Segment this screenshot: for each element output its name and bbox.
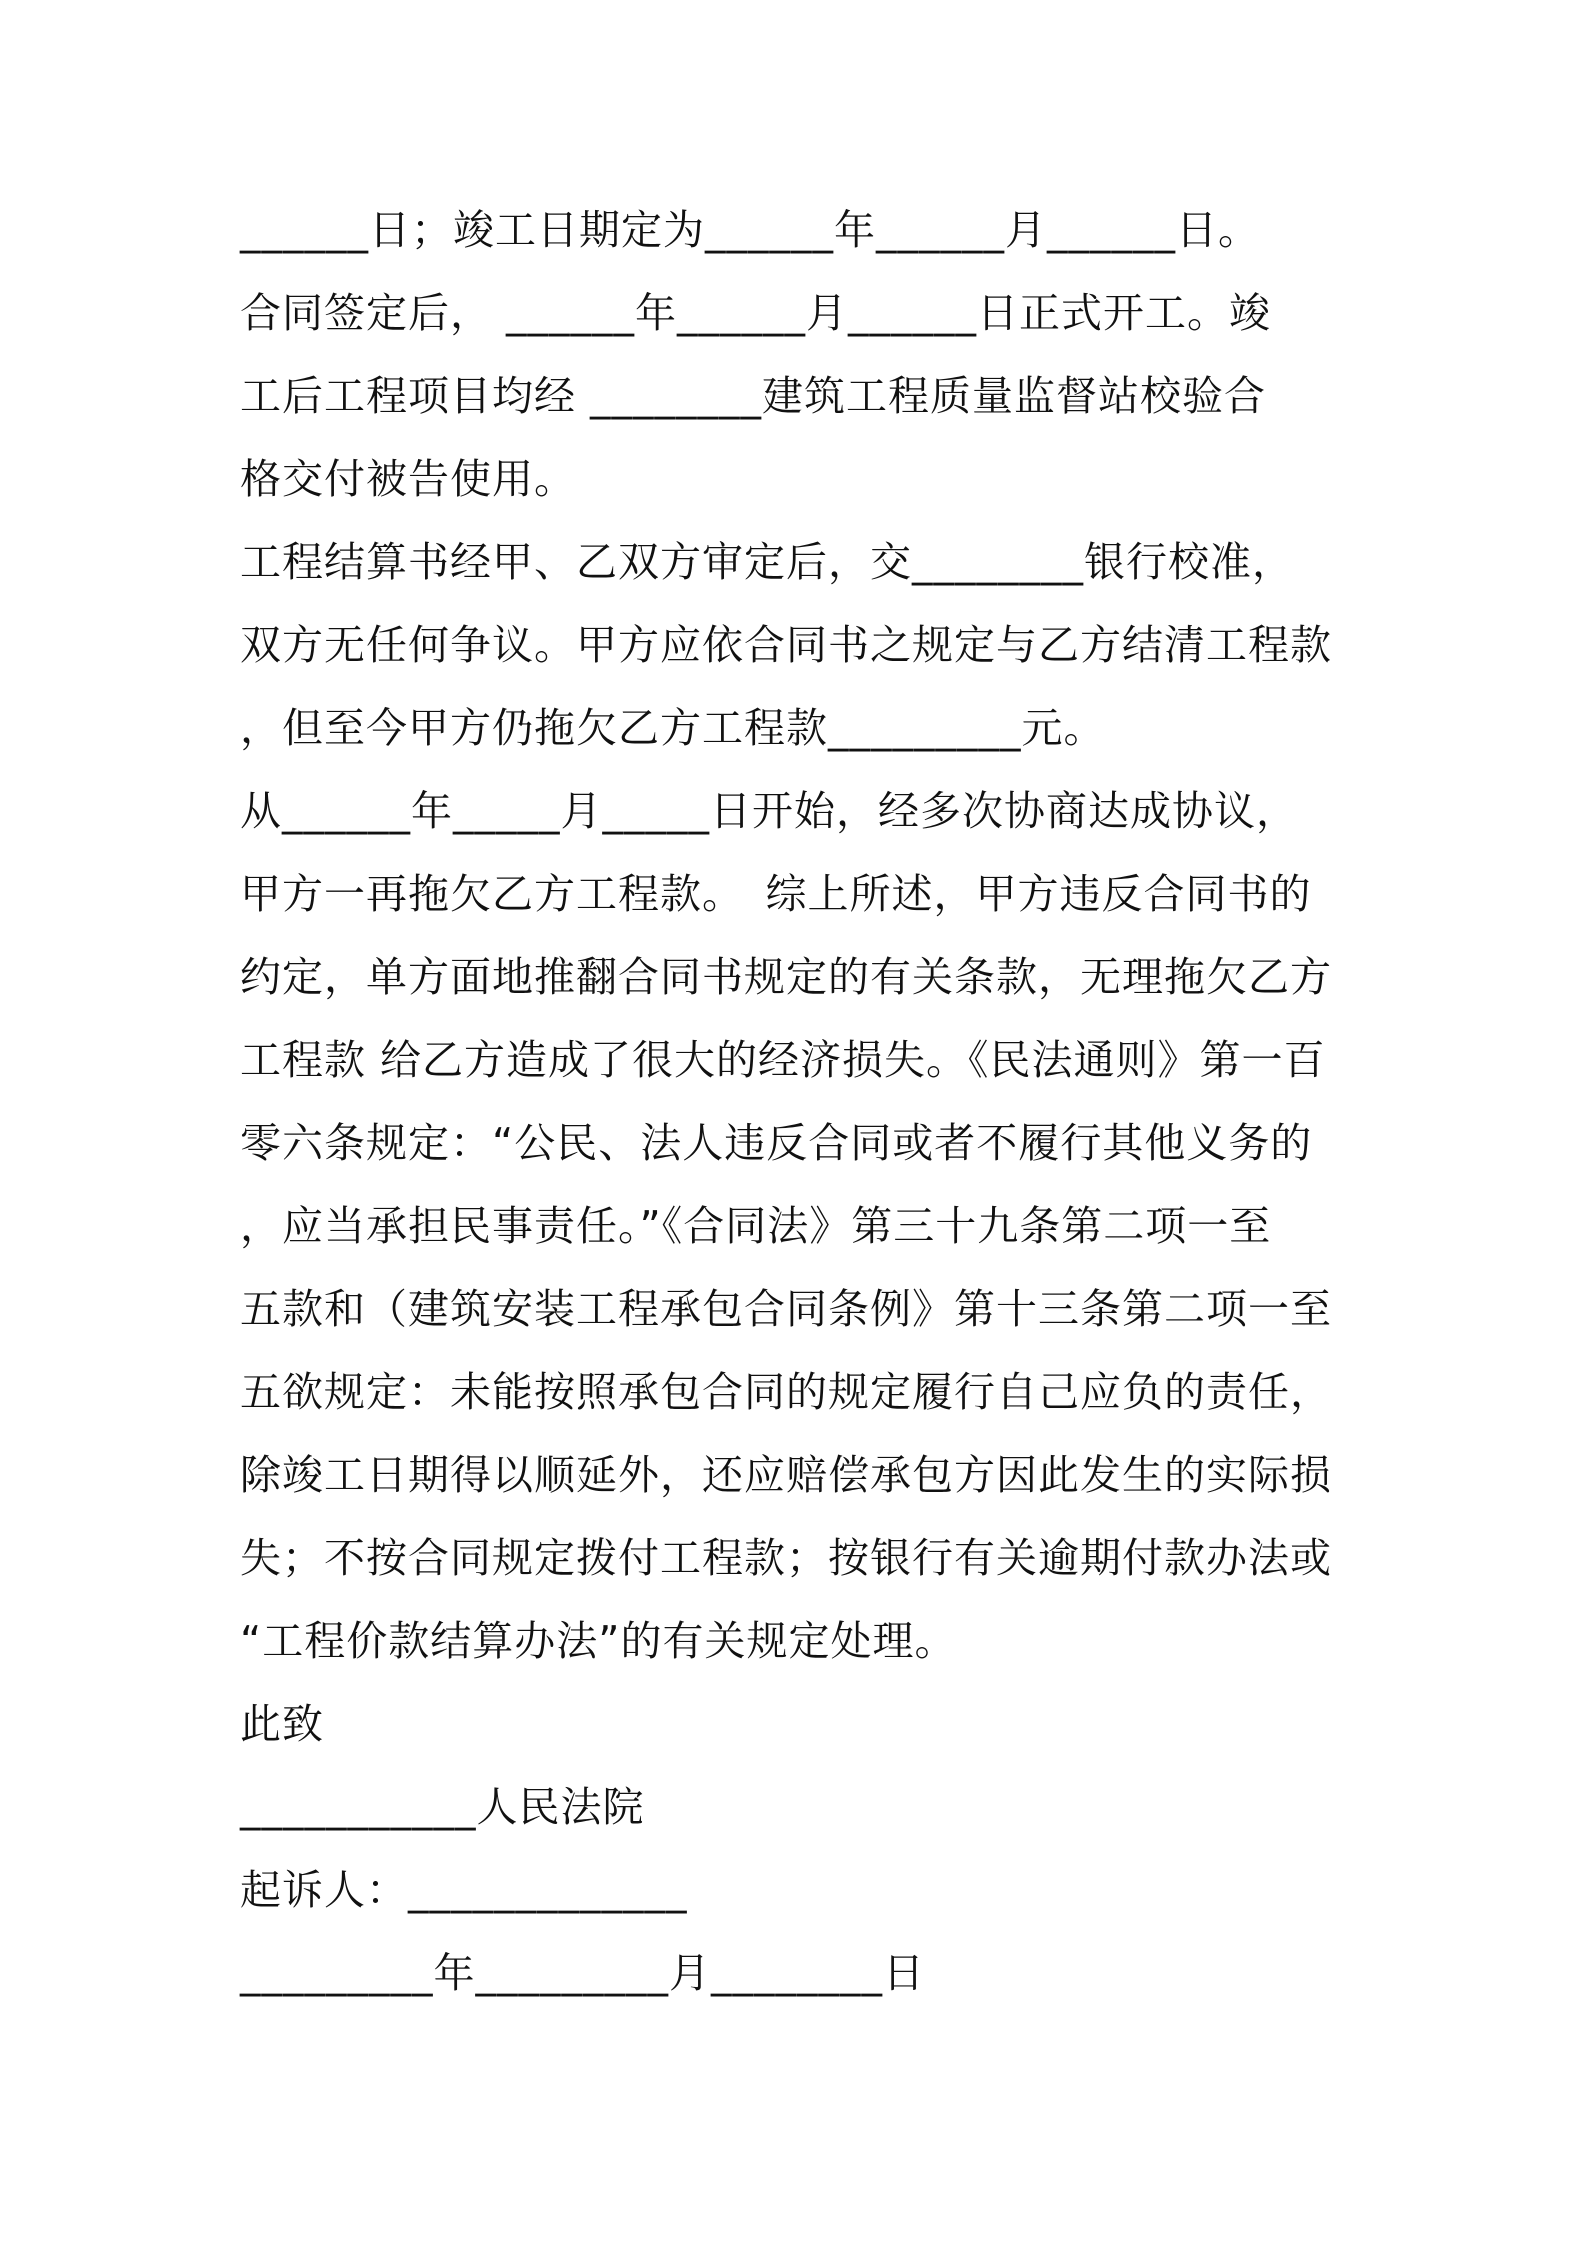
closing-salutation: 此致	[240, 1700, 324, 1748]
text-line: 五欲规定：未能按照承包合同的规定履行自己应负的责任，	[240, 1368, 1332, 1416]
text-line: 除竣工日期得以顺延外，还应赔偿承包方因此发生的实际损	[240, 1451, 1332, 1499]
text-line: 零六条规定：“公民、法人违反合同或者不履行其他义务的	[240, 1119, 1313, 1167]
text-line: 从______年_____月_____日开始，经多次协商达成协议，	[240, 787, 1298, 835]
text-line: 工程结算书经甲、乙双方审定后，交________银行校准，	[240, 538, 1294, 586]
text-line: 合同签定后， ______年______月______日正式开工。竣	[240, 289, 1272, 337]
text-line: 工程款 给乙方造成了很大的经济损失。《民法通则》第一百	[240, 1036, 1326, 1084]
text-line: “工程价款结算办法”的有关规定处理。	[240, 1617, 957, 1665]
text-line: 五款和（建筑安装工程承包合同条例》第十三条第二项一至	[240, 1285, 1332, 1333]
court-addressee: ___________人民法院	[240, 1783, 645, 1831]
text-line: ，应当承担民事责任。”《合同法》第三十九条第二项一至	[240, 1202, 1272, 1250]
text-line: 工后工程项目均经 ________建筑工程质量监督站校验合	[240, 372, 1267, 420]
text-line: 双方无任何争议。甲方应依合同书之规定与乙方结清工程款	[240, 621, 1332, 669]
text-line: 格交付被告使用。	[240, 455, 576, 503]
text-line: 约定，单方面地推翻合同书规定的有关条款，无理拖欠乙方	[240, 953, 1332, 1001]
plaintiff-signature-line: 起诉人：_____________	[240, 1866, 688, 1914]
text-line: ______日；竣工日期定为______年______月______日。	[240, 206, 1260, 254]
text-line: 失；不按合同规定拨付工程款；按银行有关逾期付款办法或	[240, 1534, 1332, 1582]
text-line: 甲方一再拖欠乙方工程款。 综上所述，甲方违反合同书的	[240, 870, 1312, 918]
date-line: _________年_________月________日	[240, 1949, 925, 1997]
text-line: ，但至今甲方仍拖欠乙方工程款_________元。	[240, 704, 1106, 752]
